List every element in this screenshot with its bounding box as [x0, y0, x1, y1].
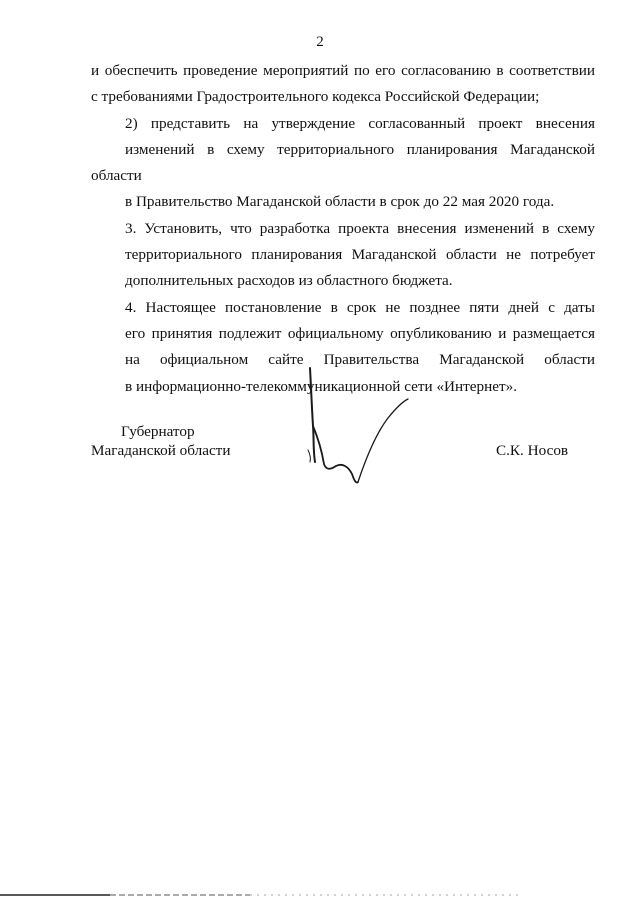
signatory-title-line-1: Губернатор	[121, 423, 195, 440]
document-body	[91, 58, 595, 400]
paragraph-continuation	[91, 58, 595, 111]
text-line: изменений в схему территориального планирования Магаданской области	[91, 140, 595, 185]
signatory-title-line-2: Магаданской области	[91, 442, 231, 459]
text-line: в Правительство Магаданской области в срок до 22 мая 2020 года.	[125, 193, 555, 211]
signatory-name: С.К. Носов	[496, 442, 569, 459]
text-line: его принятия подлежит официальному опубликованию и размещается	[125, 324, 595, 342]
text-line: 2) представить на утверждение согласованный проект внесения	[125, 114, 595, 132]
page-number: 2	[316, 34, 324, 50]
paragraph-item-2	[91, 111, 595, 216]
footer-rule	[0, 892, 640, 898]
text-line: территориального планирования Магаданской области не потребует	[125, 246, 595, 264]
text-line: на официальном сайте Правительства Магаданской области	[125, 351, 595, 369]
paragraph-item-3	[91, 216, 595, 295]
text-line: с требованиями Градостроительного кодекса Российской Федерации;	[91, 88, 540, 106]
text-line: 3. Установить, что разработка проекта внесения изменений в схему	[125, 219, 595, 237]
text-line: и обеспечить проведение мероприятий по его согласованию в соответствии	[91, 62, 595, 79]
handwritten-signature	[296, 366, 416, 496]
text-line: 4. Настоящее постановление в срок не позднее пяти дней с даты	[125, 298, 595, 316]
signatory-title	[91, 422, 230, 460]
text-line: в информационно-телекоммуникационной сети «Интернет».	[125, 377, 518, 395]
text-line: дополнительных расходов из областного бюджета.	[125, 272, 453, 290]
